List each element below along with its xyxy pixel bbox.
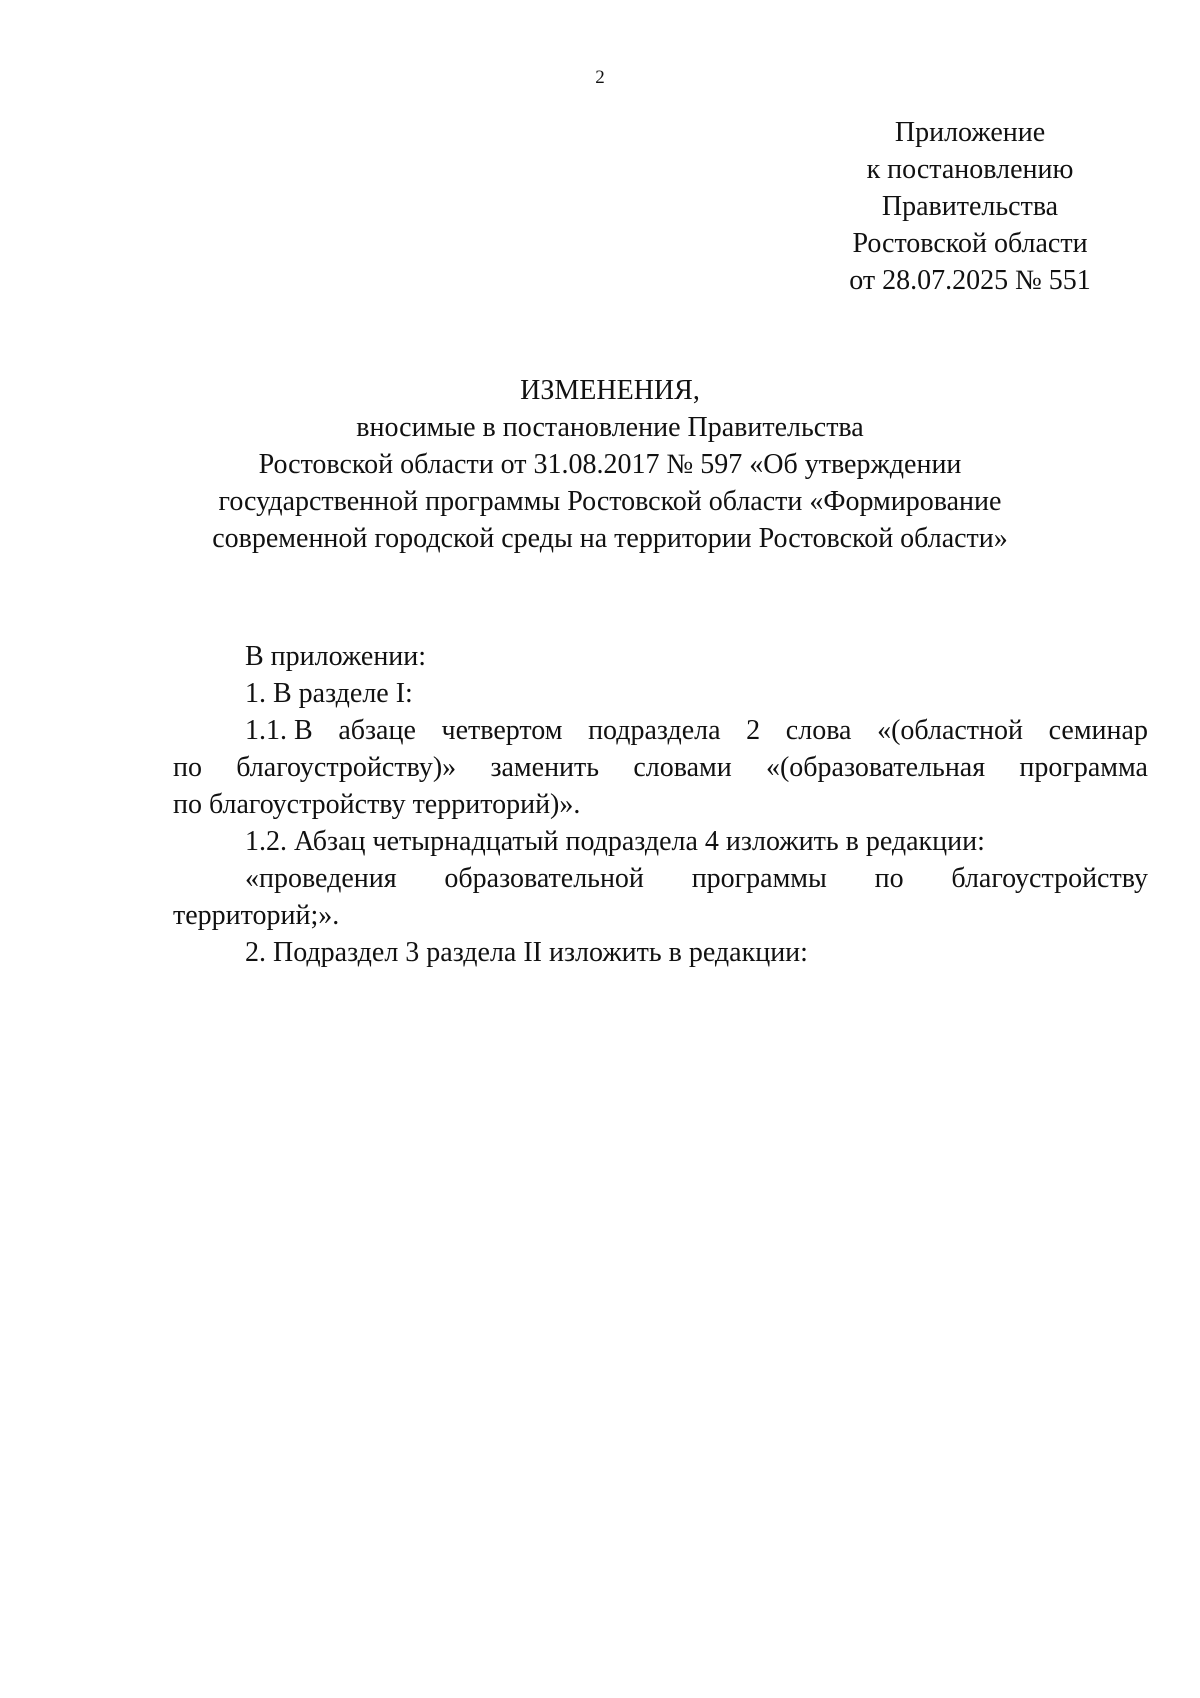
title-heading: ИЗМЕНЕНИЯ, bbox=[520, 375, 700, 406]
word: подраздела bbox=[588, 715, 721, 746]
paragraph-line: территорий;». bbox=[173, 900, 340, 931]
paragraph: В приложении: bbox=[245, 641, 427, 672]
document-title bbox=[160, 372, 1060, 557]
word: программа bbox=[1019, 752, 1148, 783]
word: по bbox=[874, 863, 904, 894]
document-body bbox=[173, 638, 1148, 971]
word: 1.1. В bbox=[245, 715, 313, 746]
word: благоустройству bbox=[951, 863, 1148, 894]
paragraph-line bbox=[173, 860, 1148, 897]
annex-line: от 28.07.2025 № 551 bbox=[849, 265, 1091, 296]
word: по bbox=[173, 752, 202, 783]
annex-block bbox=[820, 114, 1120, 299]
paragraph-line: по благоустройству территорий)». bbox=[173, 789, 581, 820]
word: образовательной bbox=[444, 863, 644, 894]
paragraph: 2. Подраздел 3 раздела II изложить в редакции: bbox=[245, 937, 808, 968]
word: семинар bbox=[1048, 715, 1148, 746]
paragraph: 1.2. Абзац четырнадцатый подраздела 4 изложить в редакции: bbox=[245, 826, 985, 857]
annex-line: Приложение bbox=[894, 117, 1046, 148]
word: словами bbox=[633, 752, 732, 783]
word: благоустройству)» bbox=[236, 752, 457, 783]
paragraph: 1. В разделе I: bbox=[245, 678, 413, 709]
word: заменить bbox=[490, 752, 600, 783]
word: «(областной bbox=[877, 715, 1024, 746]
title-line: вносимые в постановление Правительства bbox=[356, 412, 864, 443]
title-line: современной городской среды на территории Ростовской области» bbox=[212, 523, 1008, 554]
annex-line: к постановлению bbox=[866, 154, 1074, 185]
paragraph-line bbox=[173, 712, 1148, 749]
title-line: государственной программы Ростовской области «Формирование bbox=[218, 486, 1002, 517]
annex-line: Правительства bbox=[881, 191, 1059, 222]
title-line: Ростовской области от 31.08.2017 № 597 «Об утверждении bbox=[258, 449, 962, 480]
word: слова bbox=[785, 715, 852, 746]
word: «(образовательная bbox=[765, 752, 986, 783]
paragraph-line bbox=[173, 749, 1148, 786]
word: 2 bbox=[746, 715, 761, 746]
word: программы bbox=[691, 863, 827, 894]
page-number: 2 bbox=[595, 67, 605, 88]
word: четвертом bbox=[441, 715, 563, 746]
word: «проведения bbox=[245, 863, 397, 894]
annex-line: Ростовской области bbox=[852, 228, 1088, 259]
word: абзаце bbox=[338, 715, 416, 746]
